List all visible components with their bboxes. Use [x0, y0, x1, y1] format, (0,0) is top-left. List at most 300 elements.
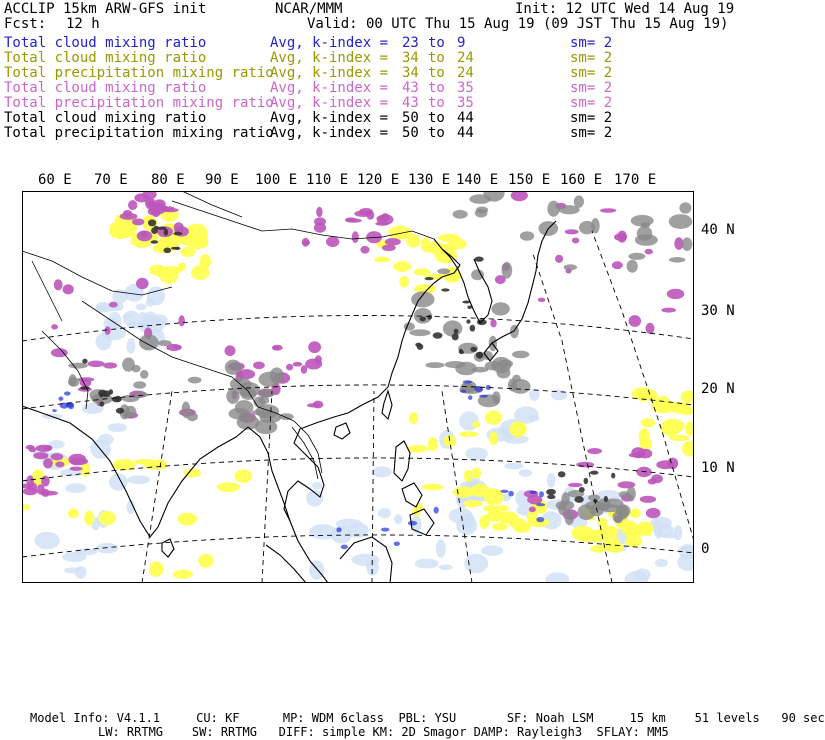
cloud-blob	[149, 561, 164, 576]
cloud-blob	[157, 227, 166, 230]
legend-to-word: to	[428, 65, 445, 81]
cloud-blob	[188, 377, 202, 384]
cloud-blob	[536, 503, 545, 506]
legend-from: 43	[402, 80, 419, 96]
cloud-blob	[655, 559, 668, 567]
cloud-blob	[453, 210, 468, 219]
cloud-blob	[180, 247, 195, 257]
cloud-blob	[437, 268, 450, 274]
cloud-blob	[559, 205, 580, 214]
cloud-blob	[259, 372, 282, 387]
cloud-blob	[584, 478, 589, 484]
cloud-blob	[127, 338, 136, 353]
model-info-line-2: LW: RRTMG SW: RRTMG DIFF: simple KM: 2D Smagor DAMP: Rayleigh3 SFLAY: MM5	[98, 725, 669, 739]
cloud-blob	[485, 361, 501, 370]
cloud-blob	[68, 508, 79, 518]
cloud-blob	[504, 463, 523, 470]
cloud-blob	[627, 260, 638, 273]
cloud-blob	[459, 431, 479, 437]
cloud-blob	[472, 467, 482, 478]
cloud-blob	[425, 362, 444, 368]
cloud-blob	[564, 264, 578, 270]
cloud-blob	[572, 238, 579, 244]
longitude-label: 100 E	[255, 172, 298, 188]
cloud-blob	[598, 518, 608, 528]
longitude-label: 80 E	[151, 172, 185, 188]
cloud-blob	[173, 232, 182, 236]
cloud-blob	[179, 315, 185, 326]
cloud-blob	[434, 248, 457, 263]
longitude-label: 90 E	[205, 172, 239, 188]
cloud-blob	[648, 479, 657, 485]
cloud-blob	[682, 237, 692, 251]
cloud-blob	[448, 239, 466, 250]
cloud-blob	[631, 215, 654, 227]
cloud-blob	[519, 469, 532, 477]
cloud-blob	[441, 288, 449, 291]
cloud-blob	[316, 207, 322, 217]
cloud-blob	[16, 504, 30, 511]
legend-from: 23	[402, 35, 419, 51]
cloud-blob	[308, 341, 321, 353]
legend-from: 50	[402, 110, 419, 126]
cloud-blob	[565, 229, 579, 234]
cloud-blob	[407, 445, 428, 453]
cloud-blob	[455, 362, 477, 375]
cloud-blob	[96, 302, 110, 313]
latitude-label: 40 N	[701, 222, 735, 238]
cloud-blob	[108, 423, 128, 432]
cloud-blob	[372, 466, 392, 477]
legend-field: Total precipitation mixing ratio	[4, 65, 274, 81]
cloud-blob	[579, 487, 585, 492]
cloud-blob	[187, 412, 198, 421]
cloud-blob	[173, 570, 193, 579]
cloud-blob	[590, 471, 599, 475]
map-panel	[22, 191, 694, 583]
legend-sm: sm= 2	[570, 125, 613, 141]
longitude-label: 130 E	[408, 172, 451, 188]
cloud-blob	[470, 325, 476, 332]
cloud-blob	[646, 323, 655, 334]
cloud-blob	[226, 389, 239, 404]
institution-label: NCAR/MMM	[275, 1, 343, 17]
legend-to: 44	[457, 125, 474, 141]
cloud-blob	[112, 396, 122, 402]
cloud-blob	[302, 240, 310, 244]
cloud-blob	[674, 525, 683, 540]
cloud-blob	[64, 391, 71, 395]
cloud-blob	[51, 324, 58, 329]
cloud-blob	[133, 381, 146, 389]
cloud-blob	[314, 223, 326, 233]
legend-field: Total cloud mixing ratio	[4, 80, 207, 96]
cloud-blob	[434, 507, 439, 514]
cloud-blob	[128, 200, 137, 210]
latitude-label: 30 N	[701, 303, 735, 319]
cloud-blob	[315, 355, 322, 364]
cloud-blob	[65, 483, 86, 493]
cloud-blob	[34, 532, 59, 549]
cloud-blob	[411, 291, 434, 307]
cloud-blob	[293, 362, 303, 367]
legend-sm: sm= 2	[570, 95, 613, 111]
cloud-blob	[604, 536, 621, 548]
cloud-blob	[125, 406, 137, 419]
legend-sm: sm= 2	[570, 110, 613, 126]
longitude-label: 60 E	[38, 172, 72, 188]
legend-avg: Avg, k-index =	[270, 35, 389, 51]
cloud-blob	[466, 319, 470, 323]
legend-to-word: to	[428, 35, 445, 51]
cloud-blob	[453, 487, 475, 498]
cloud-blob	[574, 496, 583, 503]
cloud-blob	[63, 284, 74, 294]
cloud-blob	[394, 514, 402, 524]
cloud-blob	[547, 201, 559, 217]
cloud-blob	[650, 517, 671, 530]
cloud-blob	[122, 358, 135, 372]
cloud-blob	[508, 491, 514, 497]
cloud-blob	[238, 382, 260, 397]
legend-field: Total cloud mixing ratio	[4, 50, 207, 66]
cloud-blob	[253, 362, 265, 370]
legend-sm: sm= 2	[570, 35, 613, 51]
cloud-blob	[452, 333, 459, 340]
cloud-blob	[492, 523, 508, 531]
cloud-blob	[307, 403, 321, 407]
longitude-label: 160 E	[560, 172, 603, 188]
cloud-blob	[546, 489, 556, 495]
cloud-blob	[145, 197, 155, 209]
legend-to-word: to	[428, 80, 445, 96]
cloud-blob	[161, 206, 175, 211]
cloud-blob	[84, 511, 94, 526]
legend-sm: sm= 2	[570, 50, 613, 66]
cloud-blob	[217, 482, 240, 492]
cloud-blob	[545, 572, 569, 586]
cloud-blob	[464, 470, 472, 482]
cloud-blob	[655, 396, 669, 409]
cloud-blob	[374, 257, 390, 263]
cloud-blob	[121, 395, 139, 402]
cloud-blob	[123, 311, 140, 326]
legend-from: 34	[402, 50, 419, 66]
cloud-blob	[68, 454, 86, 466]
cloud-blob	[58, 397, 63, 401]
cloud-blob	[528, 415, 539, 422]
cloud-blob	[641, 418, 656, 427]
cloud-blob	[415, 559, 439, 569]
cloud-blob	[538, 298, 546, 302]
cloud-blob	[469, 194, 491, 204]
cloud-blob	[78, 377, 95, 382]
cloud-blob	[160, 269, 179, 284]
cloud-blob	[408, 521, 417, 526]
cloud-blob	[158, 340, 172, 346]
cloud-blob	[385, 238, 401, 246]
cloud-blob	[273, 346, 280, 351]
cloud-blob	[443, 320, 462, 336]
cloud-blob	[200, 254, 211, 269]
cloud-blob	[512, 375, 521, 383]
cloud-blob	[225, 345, 236, 356]
cloud-blob	[43, 458, 53, 468]
cloud-blob	[33, 452, 48, 459]
cloud-blob	[70, 467, 83, 471]
cloud-blob	[630, 508, 641, 518]
cloud-blob	[301, 365, 307, 374]
legend-to-word: to	[428, 125, 445, 141]
cloud-blob	[459, 349, 463, 354]
legend-to: 24	[457, 65, 474, 81]
cloud-blob	[677, 554, 699, 571]
cloud-blob	[529, 491, 537, 494]
cloud-blob	[600, 208, 616, 213]
legend-field: Total cloud mixing ratio	[4, 110, 207, 126]
cloud-blob	[377, 214, 394, 225]
cloud-blob	[409, 329, 430, 336]
legend-sm: sm= 2	[570, 80, 613, 96]
cloud-blob	[636, 522, 653, 536]
longitude-label: 110 E	[306, 172, 349, 188]
latitude-label: 0	[701, 541, 710, 557]
cloud-blob	[336, 519, 362, 529]
cloud-blob	[140, 370, 148, 379]
legend-avg: Avg, k-index =	[270, 95, 389, 111]
cloud-blob	[352, 231, 359, 243]
cloud-blob	[479, 515, 489, 529]
cloud-blob	[475, 257, 484, 262]
cloud-blob	[174, 247, 180, 250]
valid-time: Valid: 00 UTC Thu 15 Aug 19 (09 JST Thu 15 Aug 19)	[307, 16, 729, 32]
cloud-blob	[23, 488, 38, 496]
cloud-blob	[443, 435, 456, 447]
cloud-blob	[645, 249, 653, 255]
cloud-blob	[69, 374, 77, 386]
cloud-blob	[54, 279, 63, 290]
cloud-blob	[136, 303, 147, 310]
cloud-blob	[109, 302, 118, 308]
cloud-blob	[148, 219, 156, 226]
cloud-blob	[80, 386, 90, 390]
cloud-blob	[476, 207, 488, 214]
cloud-blob	[619, 491, 630, 498]
cloud-blob	[631, 447, 645, 458]
cloud-blob	[421, 238, 431, 253]
cloud-blob	[463, 500, 483, 507]
cloud-blob	[381, 528, 390, 532]
legend-to-word: to	[428, 50, 445, 66]
longitude-label: 70 E	[94, 172, 128, 188]
cloud-blob	[146, 298, 155, 307]
cloud-blob	[360, 246, 369, 254]
legend-to: 35	[457, 80, 474, 96]
cloud-blob	[489, 431, 498, 445]
cloud-blob	[103, 362, 117, 368]
cloud-blob	[661, 308, 676, 313]
legend-to: 9	[457, 35, 466, 51]
cloud-blob	[625, 535, 642, 547]
cloud-blob	[16, 484, 33, 489]
cloud-blob	[468, 395, 472, 400]
legend-to-word: to	[428, 95, 445, 111]
cloud-blob	[629, 315, 642, 327]
cloud-blob	[679, 406, 694, 416]
cloud-blob	[682, 441, 699, 457]
cloud-blob	[612, 261, 623, 269]
cloud-blob	[188, 236, 200, 249]
cloud-blob	[406, 234, 420, 248]
cloud-blob	[336, 527, 341, 532]
cloud-blob	[116, 408, 124, 414]
cloud-blob	[667, 289, 685, 299]
cloud-blob	[164, 248, 172, 254]
cloud-blob	[439, 565, 453, 571]
cloud-blob	[555, 255, 563, 263]
cloud-blob	[587, 448, 602, 454]
cloud-blob	[568, 483, 582, 487]
cloud-blob	[394, 542, 400, 547]
cloud-blob	[465, 447, 488, 460]
cloud-blob	[470, 347, 477, 352]
cloud-blob	[103, 391, 111, 398]
cloud-blob	[105, 326, 111, 335]
cloud-blob	[476, 352, 483, 359]
legend-to-word: to	[428, 110, 445, 126]
cloud-blob	[640, 496, 656, 503]
legend-to: 44	[457, 110, 474, 126]
cloud-blob	[669, 214, 693, 229]
longitude-label: 140 E	[456, 172, 499, 188]
cloud-blob	[625, 571, 649, 587]
cloud-blob	[460, 390, 466, 393]
cloud-blob	[679, 202, 691, 213]
cloud-blob	[558, 503, 566, 516]
legend-field: Total precipitation mixing ratio	[4, 95, 274, 111]
longitude-label: 170 E	[614, 172, 657, 188]
legend-to: 35	[457, 95, 474, 111]
legend-avg: Avg, k-index =	[270, 125, 389, 141]
latitude-label: 10 N	[701, 460, 735, 476]
cloud-blob	[513, 523, 531, 533]
cloud-blob	[512, 351, 529, 359]
cloud-blob	[82, 359, 87, 364]
cloud-blob	[547, 473, 556, 488]
cloud-blob	[409, 412, 418, 424]
cloud-blob	[345, 217, 356, 221]
cloud-blob	[96, 543, 119, 553]
cloud-blob	[225, 360, 242, 375]
cloud-blob	[99, 401, 104, 406]
cloud-blob	[132, 218, 144, 225]
legend-field: Total precipitation mixing ratio	[4, 125, 274, 141]
cloud-blob	[614, 233, 627, 241]
cloud-blob	[198, 554, 213, 568]
cloud-blob	[394, 261, 412, 272]
cloud-blob	[235, 469, 253, 483]
cloud-blob	[29, 447, 37, 452]
cloud-blob	[415, 343, 421, 347]
cloud-blob	[326, 236, 339, 247]
legend-avg: Avg, k-index =	[270, 50, 389, 66]
cloud-blob	[341, 545, 348, 550]
longitude-label: 150 E	[508, 172, 551, 188]
legend-to: 24	[457, 50, 474, 66]
cloud-blob	[481, 545, 503, 556]
legend-field: Total cloud mixing ratio	[4, 35, 207, 51]
cloud-blob	[547, 495, 555, 499]
cloud-blob	[55, 461, 64, 467]
legend-from: 34	[402, 65, 419, 81]
cloud-blob	[571, 526, 594, 541]
cloud-blob	[134, 459, 155, 465]
cloud-blob	[485, 410, 502, 424]
cloud-blob	[500, 490, 508, 493]
legend-from: 43	[402, 95, 419, 111]
legend-from: 50	[402, 125, 419, 141]
cloud-blob	[471, 269, 484, 280]
cloud-blob	[636, 467, 651, 477]
cloud-blob	[536, 517, 544, 522]
cloud-blob	[136, 278, 149, 289]
longitude-label: 120 E	[357, 172, 400, 188]
cloud-blob	[75, 566, 87, 579]
cloud-blob	[539, 491, 544, 497]
cloud-blob	[127, 475, 150, 484]
cloud-blob	[41, 491, 58, 496]
cloud-blob	[529, 507, 536, 513]
legend-sm: sm= 2	[570, 65, 613, 81]
cloud-blob	[520, 231, 534, 241]
cloud-blob	[137, 231, 153, 242]
cloud-blob	[309, 524, 336, 539]
cloud-blob	[36, 445, 53, 452]
cloud-blob	[420, 317, 426, 322]
plot-title: ACCLIP 15km ARW-GFS init	[4, 1, 207, 17]
cloud-blob	[509, 421, 527, 437]
cloud-blob	[454, 329, 459, 335]
cloud-blob	[613, 511, 624, 523]
cloud-blob	[656, 460, 674, 469]
cloud-blob	[151, 227, 158, 234]
cloud-blob	[433, 332, 443, 338]
cloud-blob	[279, 413, 294, 420]
cloud-blob	[491, 302, 509, 315]
legend-avg: Avg, k-index =	[270, 65, 389, 81]
cloud-blob	[661, 419, 684, 434]
forecast-hour: 12 h	[66, 16, 100, 32]
cloud-blob	[463, 380, 472, 383]
cloud-blob	[472, 421, 480, 428]
cloud-blob	[421, 484, 443, 491]
cloud-blob	[646, 508, 661, 518]
cloud-blob	[639, 429, 650, 445]
cloud-blob	[378, 508, 391, 518]
cloud-blob	[427, 315, 432, 320]
cloud-blob	[604, 496, 608, 502]
cloud-blob	[399, 276, 409, 287]
cloud-blob	[98, 434, 114, 445]
cloud-blob	[681, 391, 698, 404]
cloud-blob	[178, 262, 186, 271]
forecast-label: Fcst:	[4, 16, 47, 32]
cloud-blob	[52, 409, 57, 412]
cloud-blob	[492, 391, 500, 404]
cloud-blob	[153, 459, 167, 468]
cloud-blob	[414, 268, 431, 276]
cloud-blob	[490, 319, 496, 327]
